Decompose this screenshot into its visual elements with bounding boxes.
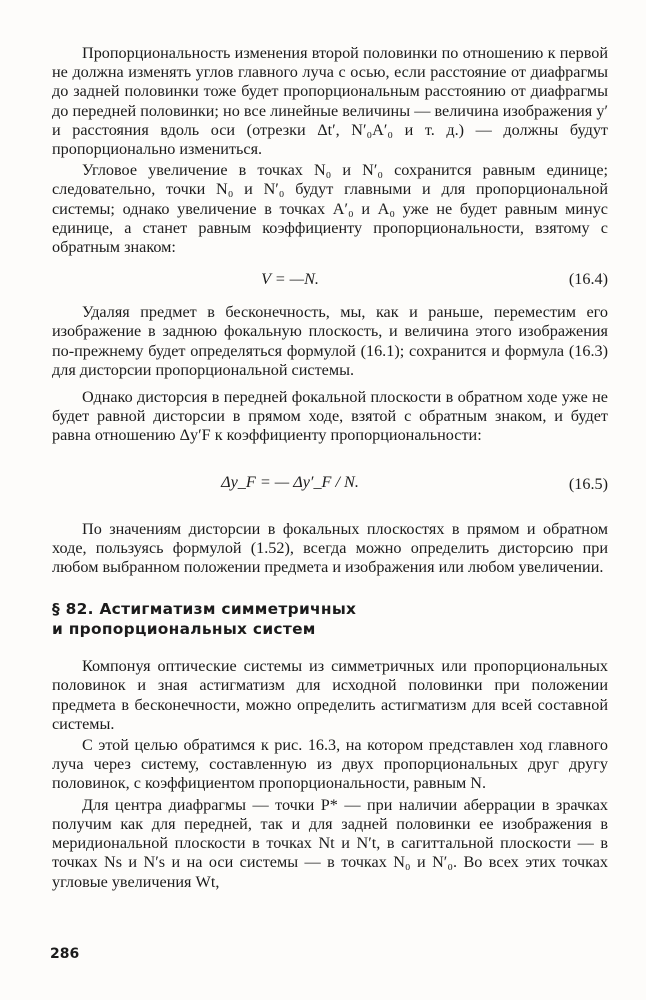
paragraph-1: Пропорциональность изменения второй половинки по отношению к первой не должна изменять углов главного луча с осью, если расстояние от диафрагмы до задней половинки тоже будет пропорциональным расстоянию от диафрагмы до передней половинки; но все линейные величины — величина изображения y′ и расстояния вдоль оси (отрезки Δt′, N′₀A′₀ и т. д.) — должны будут пропорционально измениться. [52,44,608,159]
equation-formula: Δy_F = — Δy′_F / N. [221,472,359,491]
paragraph-5: По значениям дисторсии в фокальных плоскостях в прямом и обратном ходе, пользуясь формулой (1.52), всегда можно определить дисторсию при любом выбранном положении предмета и изображения или любом увеличении. [52,519,608,577]
section-heading-line-2: и пропорциональных систем [52,620,316,639]
equation-number: (16.5) [568,474,608,493]
paragraph-8: Для центра диафрагмы — точки P* — при наличии аберрации в зрачках получим как для передней, так и для задней половинки ее изображения в меридиональной плоскости в точках Nt и N′t, в сагиттальной плоскости — в точках Ns и N′s и на оси системы — в точках N₀ и N′₀. Во всех этих точках угловые увеличения Wt, [52,795,608,891]
paragraph-6: Компонуя оптические системы из симметричных или пропорциональных половинок и зная астигматизм для исходной половинки при положении предмета в бесконечности, можно определить астигматизм для всей составной системы. [52,657,608,733]
equation-16-5 [52,460,608,506]
section-heading [52,599,608,639]
equation-formula: V = —N. [261,270,319,289]
paragraph-2: Угловое увеличение в точках N₀ и N′₀ сохранится равным единице; следовательно, точки N₀ и N′₀ будут главными и для пропорциональной системы; однако увеличение в точках A′₀ и A₀ уже не будет равным минус единице, а станет равным коэффициенту пропорциональности, взятому с обратным знаком: [52,161,608,257]
equation-number: (16.4) [568,270,608,289]
paragraph-3: Удаляя предмет в бесконечность, мы, как и раньше, переместим его изображение в заднюю фокальную плоскость, и величина этого изображения по-прежнему будет определяться формулой (16.1); сохранится и формула (16.3) для дисторсии пропорциональной системы. [52,303,608,379]
paragraph-7: С этой целью обратимся к рис. 16.3, на котором представлен ход главного луча через систему, составленную из двух пропорциональных друг другу половинок, с коэффициентом пропорциональности, равным N. [52,736,608,793]
section-heading-line-1: § 82. Астигматизм симметричных [52,600,357,619]
page-number: 286 [50,946,80,962]
page-body [52,44,608,892]
equation-16-4 [52,267,608,291]
paragraph-4: Однако дисторсия в передней фокальной плоскости в обратном ходе уже не будет равной дисторсии в прямом ходе, взятой с обратным знаком, и будет равна отношению Δy′F к коэффициенту пропорциональности: [52,388,608,445]
